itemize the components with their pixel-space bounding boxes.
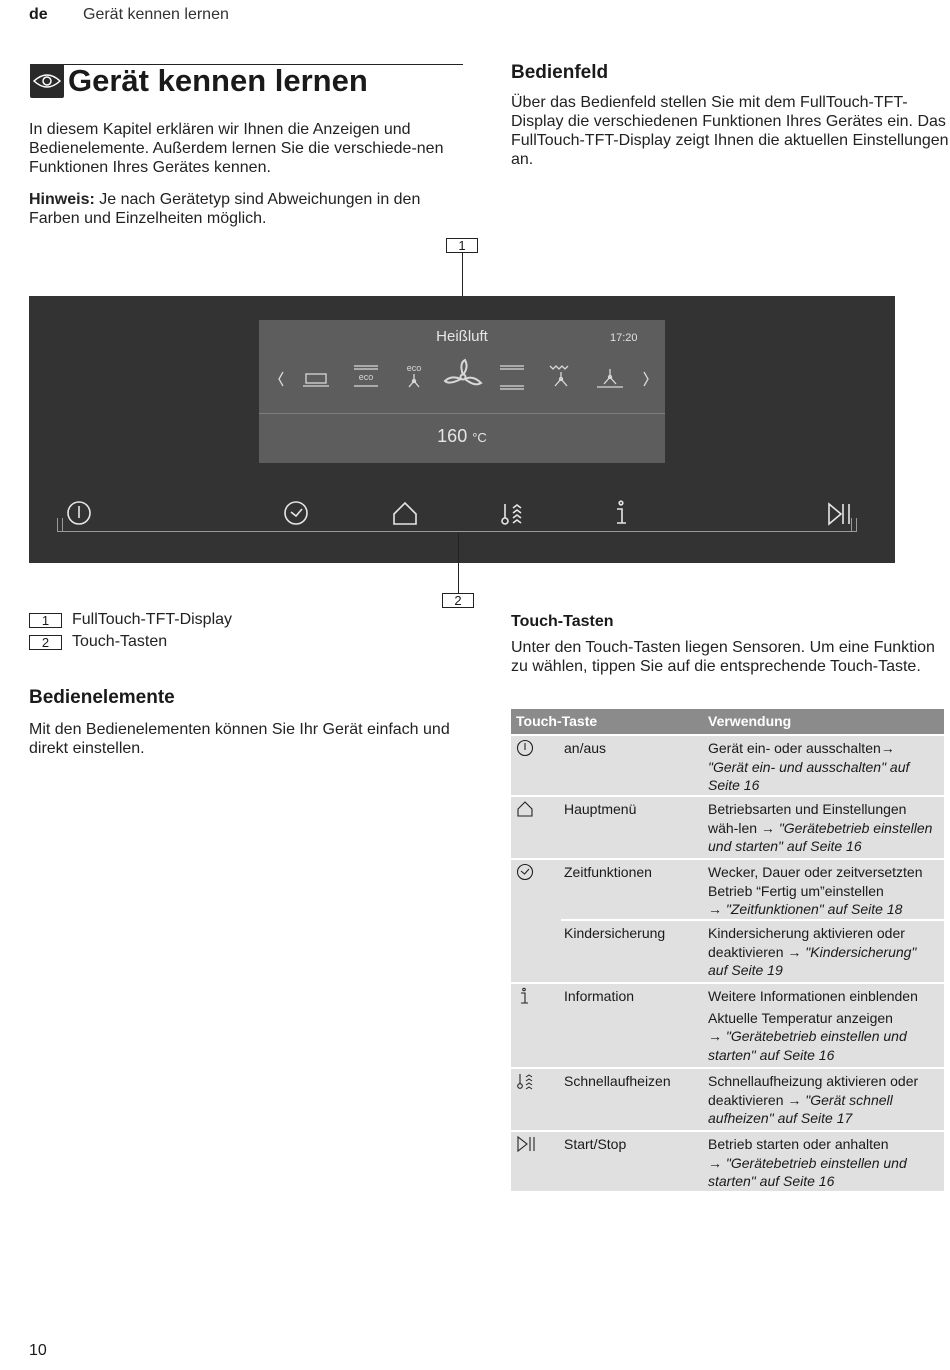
key-name: Start/Stop	[564, 1136, 627, 1152]
key-usage	[708, 1069, 944, 1130]
touch-strip-end-right-2	[856, 518, 857, 532]
callout-1: 1	[446, 238, 478, 253]
legend-num-2: 2	[29, 635, 62, 650]
page-reference[interactable]: "Gerätebetrieb einstellen und starten" auf Seite 16	[708, 1028, 907, 1063]
table-row	[511, 1067, 944, 1130]
hint-label: Hinweis:	[29, 191, 95, 208]
key-name: Hauptmenü	[564, 801, 637, 817]
power-icon	[68, 502, 90, 524]
table-row	[511, 982, 944, 1067]
bedienfeld-heading: Bedienfeld	[511, 62, 609, 83]
chevron-left-icon	[279, 372, 283, 386]
page-reference[interactable]: "Kindersicherung" auf Seite 19	[708, 943, 917, 978]
display-temperature	[259, 426, 665, 447]
callout-2: 2	[442, 593, 474, 608]
chevron-right-icon	[644, 372, 648, 386]
legend-label-1: FullTouch-TFT-Display	[72, 611, 233, 628]
arrow: →	[708, 901, 722, 917]
play-pause-icon	[511, 1132, 561, 1191]
grill-fan-icon	[550, 366, 568, 386]
touch-keys-row	[29, 496, 895, 532]
key-usage	[708, 860, 944, 919]
table-row	[511, 795, 944, 858]
page-reference[interactable]: "Gerät schnell aufheizen" auf Seite 17	[708, 1091, 893, 1126]
running-header: Gerät kennen lernen	[83, 6, 229, 23]
clock-icon	[285, 502, 307, 524]
page-reference[interactable]: "Gerätebetrieb einstellen und starten" auf Seite 16	[708, 819, 933, 854]
table-row	[511, 734, 944, 795]
arrow: →	[787, 1091, 802, 1108]
page-reference[interactable]: "Gerät ein- und ausschalten" auf Seite 16	[708, 758, 910, 793]
touch-keys-table	[511, 709, 944, 1191]
temperature-unit: °C	[472, 430, 487, 445]
quick-heat-icon	[502, 504, 521, 524]
eco-grill-icon	[354, 366, 378, 386]
bedienfeld-paragraph: Über das Bedienfeld stellen Sie mit dem FullTouch-TFT-Display die verschiedenen Funktionen Ihres Gerätes ein. Das FullTouch-TFT-Display zeigt Ihnen die aktuellen Einstellungen an.	[511, 94, 949, 168]
quick-heat-icon	[511, 1069, 561, 1130]
home-icon	[394, 503, 416, 524]
key-name: Schnellaufheizen	[564, 1073, 671, 1089]
display-mode-title: Heißluft	[436, 328, 488, 345]
arrow: →	[787, 943, 802, 960]
page-reference[interactable]: "Gerätebetrieb einstellen und starten" auf Seite 16	[708, 1154, 907, 1189]
info-icon	[617, 501, 626, 523]
display-mode-icons	[259, 355, 665, 401]
hint-text: Je nach Gerätetyp sind Abweichungen in den Farben und Einzelheiten möglich.	[29, 191, 421, 227]
display-separator	[259, 413, 665, 414]
touch-strip-end-left	[57, 518, 58, 532]
usage-text: Betriebsarten und Einstellungen wäh-len	[708, 801, 907, 836]
key-usage	[708, 984, 944, 1067]
legend-num-1: 1	[29, 613, 62, 628]
legend-label-2: Touch-Tasten	[72, 633, 168, 650]
table-row	[511, 919, 944, 982]
key-usage	[708, 736, 944, 795]
table-col-touch-taste: Touch-Taste	[516, 713, 598, 730]
power-icon	[511, 736, 561, 795]
key-name: Zeitfunktionen	[564, 864, 652, 880]
clock-icon	[511, 860, 561, 919]
table-col-verwendung: Verwendung	[708, 713, 792, 730]
pizza-icon	[303, 374, 329, 386]
usage-text: Betrieb starten oder anhalten	[708, 1136, 889, 1152]
empty-icon-cell	[511, 919, 561, 982]
svg-text:eco: eco	[406, 363, 422, 373]
key-usage	[708, 919, 944, 982]
callout-2-line	[458, 533, 459, 593]
display-time: 17:20	[610, 332, 638, 344]
arrow: →	[708, 1028, 722, 1044]
usage-text: Schnellaufheizung aktivieren oder deaktivieren	[708, 1073, 919, 1108]
touch-tasten-paragraph: Unter den Touch-Tasten liegen Sensoren. Um eine Funktion zu wählen, tippen Sie auf die entsprechende Touch-Taste.	[511, 639, 935, 675]
svg-text:eco: eco	[358, 372, 374, 382]
usage-text: Gerät ein- oder ausschalten	[708, 740, 881, 756]
chapter-title: Gerät kennen lernen	[68, 63, 368, 98]
touch-strip	[57, 531, 857, 532]
key-usage	[708, 1132, 944, 1191]
bedienelemente-paragraph: Mit den Bedienelementen können Sie Ihr Gerät einfach und direkt einstellen.	[29, 721, 450, 757]
usage-text: Kindersicherung aktivieren oder deaktivieren	[708, 925, 905, 960]
arrow: →	[880, 740, 895, 756]
table-header	[511, 709, 944, 734]
touch-tasten-heading: Touch-Tasten	[511, 613, 614, 630]
key-name: Information	[564, 988, 635, 1004]
hint-paragraph	[29, 190, 469, 228]
arrow: →	[708, 1154, 722, 1171]
bottom-fan-icon	[597, 369, 623, 387]
intro-paragraph: In diesem Kapitel erklären wir Ihnen die Anzeigen und Bedienelemente. Außerdem lernen Sie die verschiede-nen Funktionen Ihres Gerätes kennen.	[29, 121, 444, 176]
usage-text: Wecker, Dauer oder zeitversetzten Betrieb “Fertig um”einstellen	[708, 864, 923, 899]
arrow: →	[760, 819, 775, 836]
key-name: Kindersicherung	[561, 919, 708, 982]
temperature-value: 160	[437, 426, 468, 446]
info-icon	[511, 984, 561, 1067]
touch-strip-end-right	[851, 518, 852, 532]
page-number: 10	[29, 1342, 47, 1359]
home-icon	[511, 797, 561, 858]
hot-air-fan-icon	[445, 360, 481, 384]
page-reference[interactable]: "Zeitfunktionen" auf Seite 18	[725, 901, 903, 917]
usage-text: Weitere Informationen einblenden	[708, 988, 918, 1004]
play-pause-icon	[829, 504, 849, 524]
usage-text-2: Aktuelle Temperatur anzeigen	[708, 1009, 893, 1026]
touch-strip-end-left-2	[62, 518, 63, 532]
bedienelemente-heading: Bedienelemente	[29, 687, 175, 708]
language-code: de	[29, 6, 48, 23]
top-bottom-heat-icon	[500, 366, 524, 389]
eco-fan-icon	[407, 363, 422, 387]
table-row	[511, 858, 944, 919]
key-usage	[708, 797, 944, 858]
table-row	[511, 1130, 944, 1191]
eye-icon	[30, 64, 64, 98]
key-name: an/aus	[564, 740, 607, 756]
